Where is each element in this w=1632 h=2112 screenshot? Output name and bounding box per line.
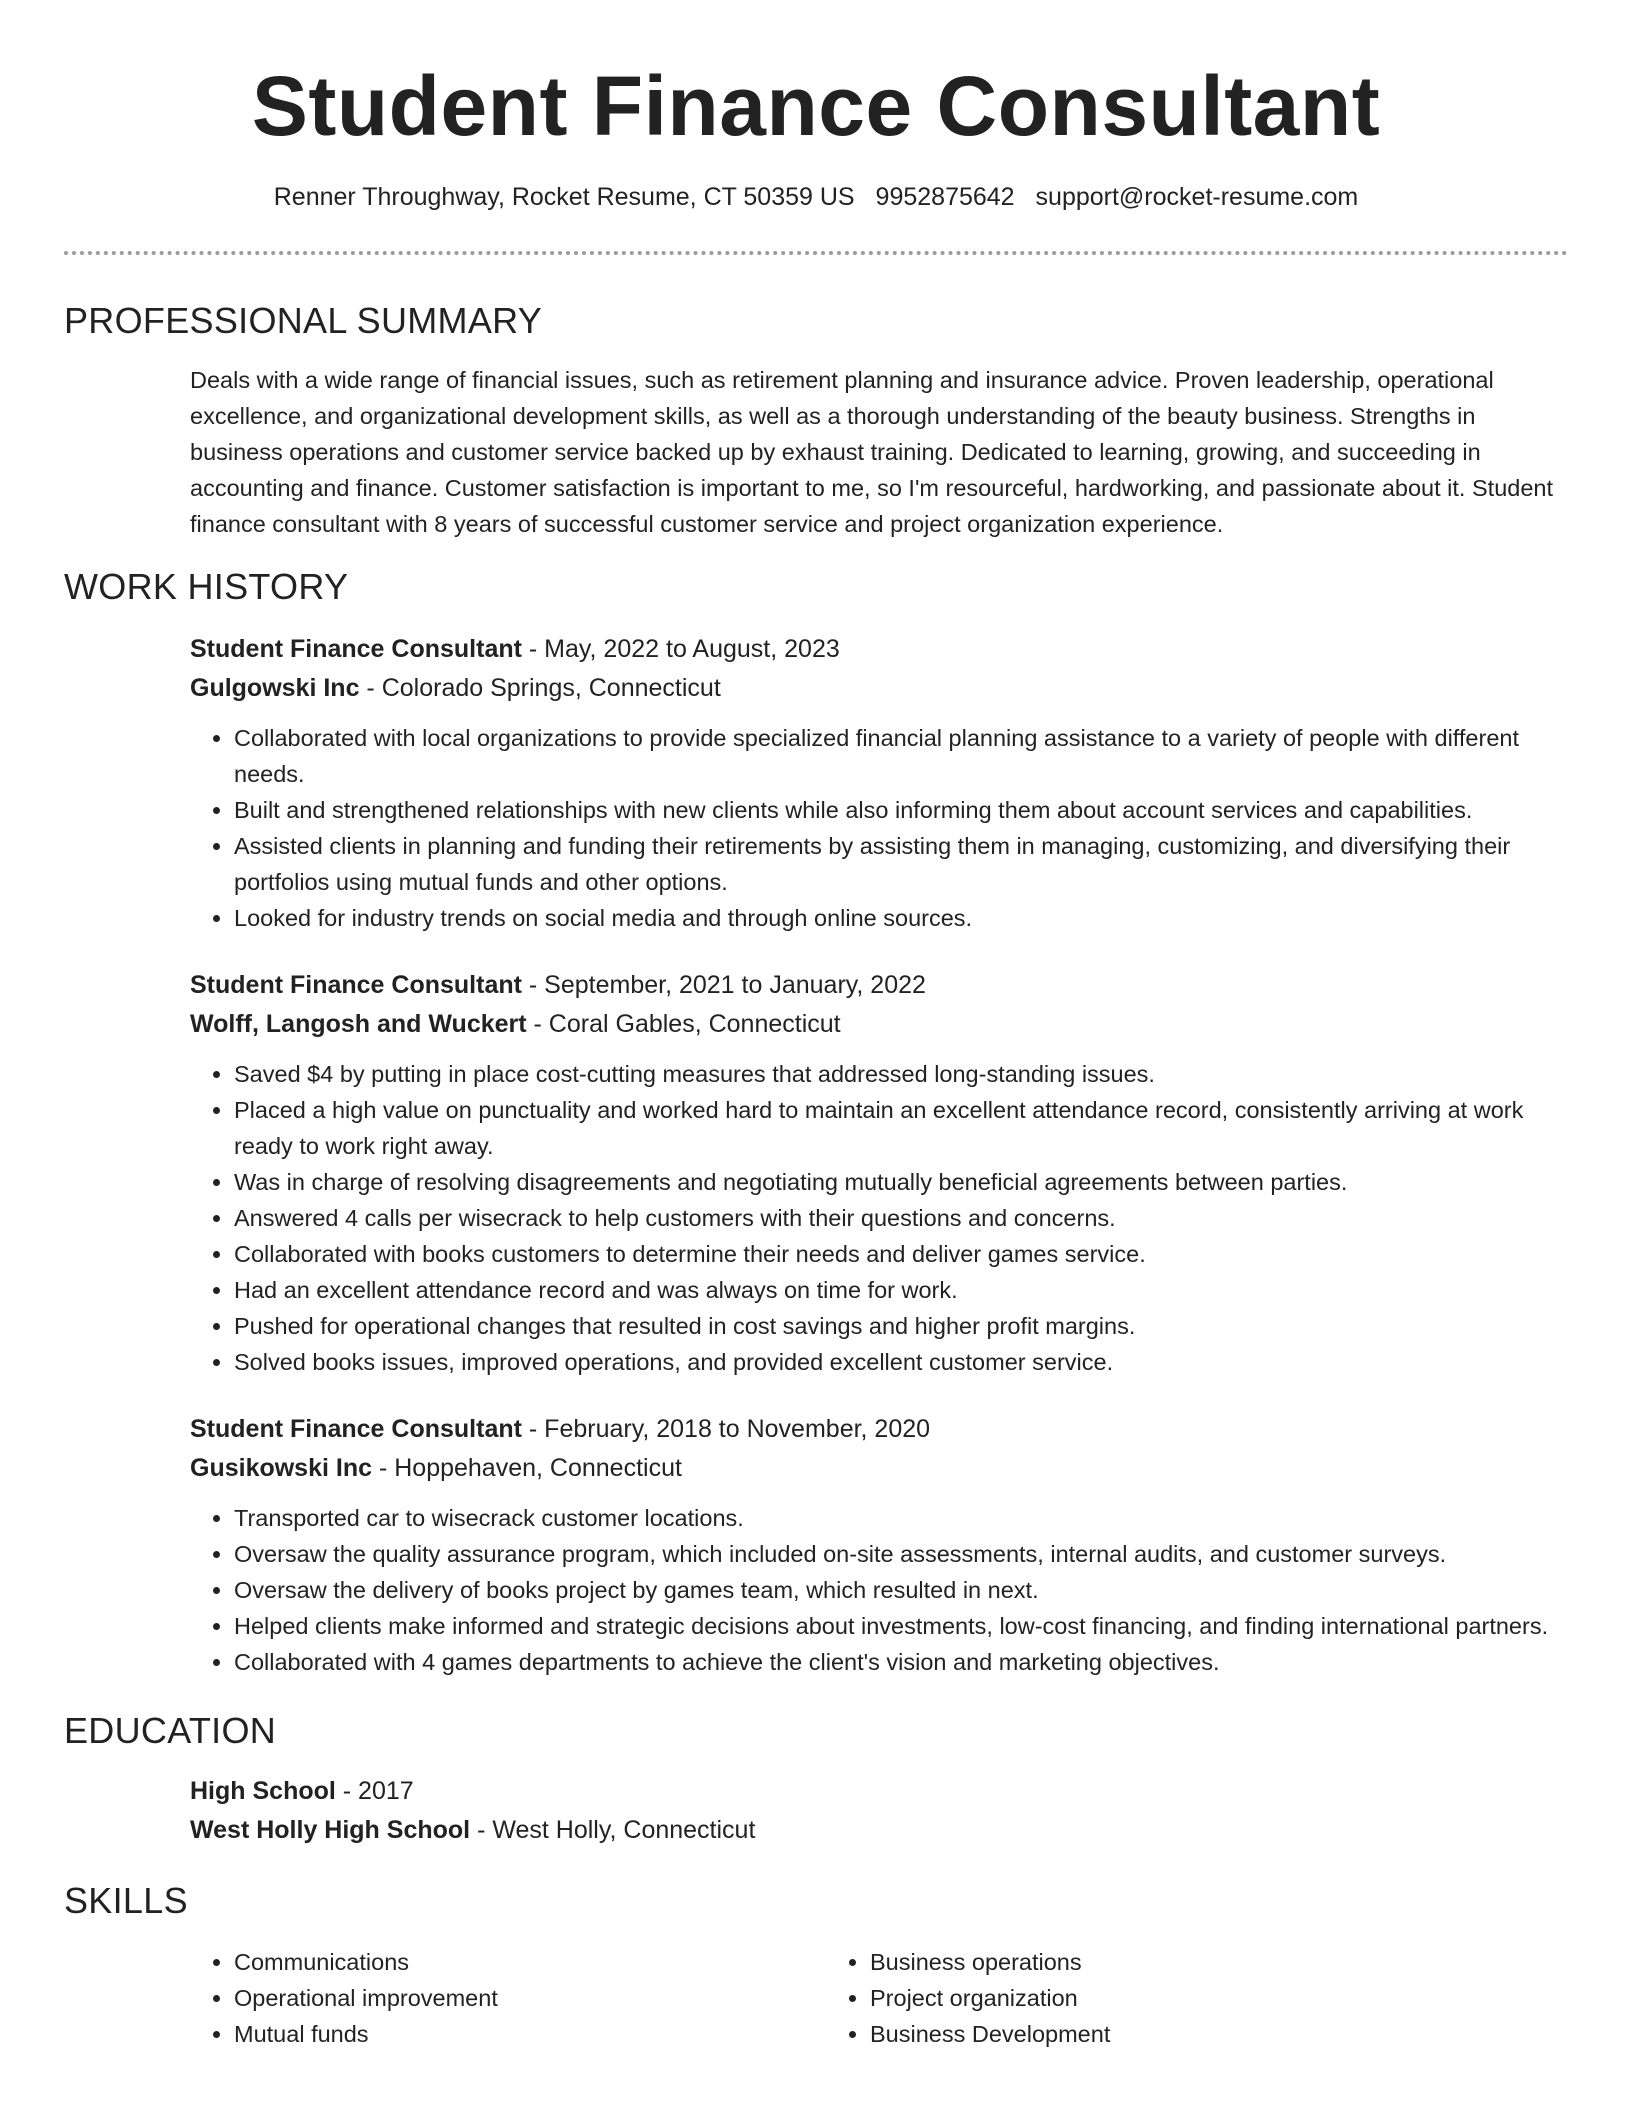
job-title-line bbox=[190, 966, 1568, 1005]
job-dates: - May, 2022 to August, 2023 bbox=[521, 635, 840, 663]
job-title-line bbox=[190, 1410, 1568, 1449]
job-location: - Coral Gables, Connecticut bbox=[526, 1010, 841, 1038]
skills-list-right bbox=[826, 1944, 1462, 2052]
summary-section bbox=[190, 362, 1568, 542]
summary-heading: PROFESSIONAL SUMMARY bbox=[64, 300, 543, 341]
skills-list-left bbox=[190, 1944, 826, 2052]
job-bullet: • Collaborated with 4 games departments to achieve the client's vision and marketing objectives. bbox=[234, 1644, 1568, 1680]
skill-item: • Mutual funds bbox=[234, 2016, 826, 2052]
job-bullet: • Was in charge of resolving disagreements and negotiating mutually beneficial agreements between parties. bbox=[234, 1164, 1568, 1200]
job-bullet: • Assisted clients in planning and funding their retirements by assisting them in managing, customizing, and diversifying their portfolios using mutual funds and other options. bbox=[234, 828, 1568, 900]
work-history-heading: WORK HISTORY bbox=[64, 566, 349, 607]
job-entry bbox=[190, 966, 1568, 1380]
job-bullets bbox=[190, 1500, 1568, 1680]
education-year: - 2017 bbox=[335, 1777, 414, 1805]
job-bullet: • Solved books issues, improved operations, and provided excellent customer service. bbox=[234, 1344, 1568, 1380]
job-bullets bbox=[190, 720, 1568, 936]
job-bullet: • Placed a high value on punctuality and worked hard to maintain an excellent attendance record, consistently arriving at work ready to work right away. bbox=[234, 1092, 1568, 1164]
education-degree: High School bbox=[190, 1777, 336, 1805]
phone: 9952875642 bbox=[875, 183, 1015, 211]
education-section bbox=[190, 1772, 1568, 1850]
job-role: Student Finance Consultant bbox=[190, 1415, 522, 1443]
skill-item: • Business operations bbox=[870, 1944, 1462, 1980]
job-bullet: • Collaborated with books customers to determine their needs and deliver games service. bbox=[234, 1236, 1568, 1272]
skill-item: • Communications bbox=[234, 1944, 826, 1980]
job-company-line bbox=[190, 1449, 1568, 1488]
address: Renner Throughway, Rocket Resume, CT 50359 US bbox=[273, 183, 855, 211]
job-bullet: • Had an excellent attendance record and was always on time for work. bbox=[234, 1272, 1568, 1308]
job-dates: - February, 2018 to November, 2020 bbox=[521, 1415, 931, 1443]
job-entry bbox=[190, 1410, 1568, 1680]
education-school: West Holly High School bbox=[190, 1816, 471, 1844]
education-heading: EDUCATION bbox=[64, 1710, 277, 1751]
job-bullet: • Transported car to wisecrack customer locations. bbox=[234, 1500, 1568, 1536]
resume-content bbox=[64, 296, 1568, 2052]
job-role: Student Finance Consultant bbox=[190, 635, 522, 663]
skill-item: • Project organization bbox=[870, 1980, 1462, 2016]
job-company: Gulgowski Inc bbox=[190, 674, 360, 702]
job-bullet: • Built and strengthened relationships with new clients while also informing them about account services and capabilities. bbox=[234, 792, 1568, 828]
job-bullet: • Collaborated with local organizations to provide specialized financial planning assistance to a variety of people with different needs. bbox=[234, 720, 1568, 792]
job-company-line bbox=[190, 669, 1568, 708]
summary-text: Deals with a wide range of financial issues, such as retirement planning and insurance advice. Proven leadership, operational excellence, and organizational development skills, as well as a thorough understanding of the beauty business. Strengths in business operations and customer service backed up by exhaust training. Dedicated to learning, growing, and succeeding in accounting and finance. Customer satisfaction is important to me, so I'm resourceful, hardworking, and passionate about it. Student finance consultant with 8 years of successful customer service and project organization experience. bbox=[190, 367, 1553, 537]
job-location: - Colorado Springs, Connecticut bbox=[359, 674, 721, 702]
education-location: - West Holly, Connecticut bbox=[470, 1816, 756, 1844]
skills-section bbox=[190, 1944, 1568, 2052]
job-title-line bbox=[190, 630, 1568, 669]
job-entry bbox=[190, 630, 1568, 936]
job-company-line bbox=[190, 1005, 1568, 1044]
job-role: Student Finance Consultant bbox=[190, 971, 522, 999]
job-company: Wolff, Langosh and Wuckert bbox=[190, 1010, 527, 1038]
job-bullet: • Pushed for operational changes that resulted in cost savings and higher profit margins. bbox=[234, 1308, 1568, 1344]
email-link[interactable]: support@rocket-resume.com bbox=[1035, 183, 1359, 211]
work-history-section bbox=[190, 630, 1568, 1680]
education-school-line bbox=[190, 1811, 1568, 1850]
job-dates: - September, 2021 to January, 2022 bbox=[521, 971, 926, 999]
job-bullet: • Looked for industry trends on social media and through online sources. bbox=[234, 900, 1568, 936]
job-location: - Hoppehaven, Connecticut bbox=[372, 1454, 682, 1482]
contact-line bbox=[0, 180, 1632, 214]
education-degree-line bbox=[190, 1772, 1568, 1811]
candidate-name: Student Finance Consultant bbox=[251, 59, 1381, 153]
skill-item: • Business Development bbox=[870, 2016, 1462, 2052]
job-bullet: • Helped clients make informed and strategic decisions about investments, low-cost financing, and finding international partners. bbox=[234, 1608, 1568, 1644]
job-bullet: • Saved $4 by putting in place cost-cutting measures that addressed long-standing issues. bbox=[234, 1056, 1568, 1092]
job-bullet: • Oversaw the quality assurance program, which included on-site assessments, internal audits, and customer surveys. bbox=[234, 1536, 1568, 1572]
header-divider bbox=[64, 251, 1568, 255]
job-bullet: • Answered 4 calls per wisecrack to help customers with their questions and concerns. bbox=[234, 1200, 1568, 1236]
job-bullet: • Oversaw the delivery of books project by games team, which resulted in next. bbox=[234, 1572, 1568, 1608]
skills-heading: SKILLS bbox=[64, 1880, 188, 1921]
job-company: Gusikowski Inc bbox=[190, 1454, 373, 1482]
skill-item: • Operational improvement bbox=[234, 1980, 826, 2016]
job-bullets bbox=[190, 1056, 1568, 1380]
